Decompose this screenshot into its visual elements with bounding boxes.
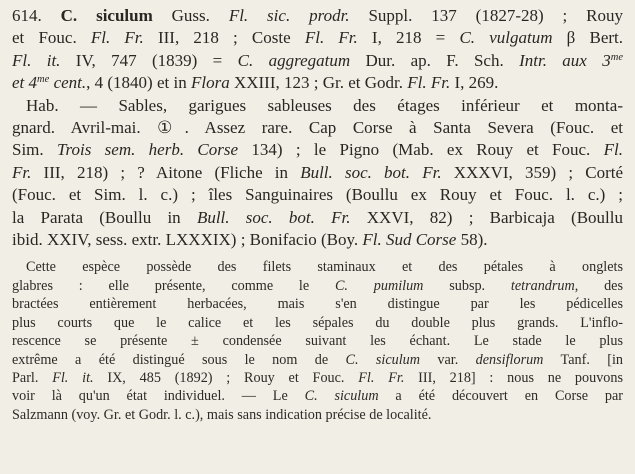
notes-line (12, 406, 623, 424)
text-run: I, 269. (450, 73, 499, 93)
text-run: subsp. (423, 277, 511, 294)
text-run: (Fouc. et Sim. l. c.) ; îles Sanguinaires (Boullu ex Rouy et Fouc. l. c.) ; (12, 185, 623, 205)
entry-line (12, 27, 623, 49)
text-run: a été découvert en Corse par (378, 388, 623, 405)
text-run: Salzmann (voy. Gr. et Godr. l. c.), mais sans indication précise de localité. (12, 406, 432, 423)
text-run: me (37, 74, 50, 86)
text-run: IX, 485 (1892) ; Rouy et Fouc. (93, 369, 359, 386)
citation-italic: Flora (190, 73, 230, 93)
citation-italic: C. siculum (345, 351, 421, 368)
entry-line (12, 184, 623, 206)
text-run: IV, 747 (1839) = (60, 50, 238, 70)
entry-line (12, 50, 623, 72)
entry-line (12, 5, 623, 27)
citation-italic: Fl. Sud Corse (362, 230, 457, 250)
text-run: Cette espèce possède des filets staminaux et des pétales à onglets (26, 259, 623, 276)
citation-italic: densiflorum (475, 351, 544, 368)
entry-line (12, 229, 623, 251)
notes-line (12, 332, 623, 350)
citation-italic: Bull. soc. bot. Fr. (300, 162, 442, 182)
text-run: bractées entièrement herbacées, mais s'en distingue par les pédicelles (12, 296, 623, 313)
text-run: Sim. (12, 140, 57, 160)
text-run: var. (420, 351, 476, 368)
entry-line (12, 72, 623, 94)
notes-line (12, 258, 623, 276)
citation-italic: Fl. Fr. (407, 73, 451, 93)
text-run: rescence se présente ± condensée suivant les échant. Le stade le plus (12, 333, 623, 350)
taxon-name: C. siculum (60, 6, 153, 25)
text-run: voir là qu'un état individuel. — Le (12, 388, 305, 405)
citation-italic: C. aggregatum (237, 50, 351, 70)
text-run: et Fouc. (12, 28, 91, 48)
citation-italic: C. pumilum (334, 277, 424, 294)
notes-line (12, 314, 623, 332)
citation-italic: cent. (49, 73, 87, 93)
entry-line (12, 117, 623, 139)
citation-italic: Intr. aux 3 (519, 50, 611, 70)
notes-line (12, 387, 623, 405)
text-run: Guss. (152, 6, 229, 25)
citation-italic: Bull. soc. bot. Fr. (196, 207, 351, 227)
text-run: III, 218) ; ? Aitone (Fliche in (31, 162, 301, 182)
text-run: glabres : elle présente, comme le (12, 277, 335, 294)
citation-italic: Fl. Fr. (90, 28, 144, 48)
text-run: III, 218] : nous ne pouvons (404, 369, 623, 386)
citation-italic: Trois sem. herb. Corse (56, 140, 239, 160)
entry-line (12, 162, 623, 184)
text-run: Dur. ap. F. Sch. (350, 50, 520, 70)
entry-line (12, 139, 623, 161)
text-run: XXVI, 82) ; Barbicaja (Boullu (350, 207, 623, 227)
citation-italic: Fl. Fr. (358, 369, 405, 386)
text-run: me (610, 52, 623, 64)
text-run: plus courts que le calice et les sépales du double plus grands. L'inflo- (12, 314, 623, 331)
citation-italic: et 4 (12, 73, 38, 93)
text-run: , des (574, 277, 623, 294)
text-run: I, 218 = (357, 28, 460, 48)
species-notes (12, 258, 623, 424)
notes-line (12, 351, 623, 369)
citation-italic: tetrandrum (510, 277, 575, 294)
notes-line (12, 295, 623, 313)
entry-line (12, 95, 623, 117)
notes-line (12, 277, 623, 295)
citation-italic: Fl. (603, 140, 623, 160)
citation-italic: Fl. Fr. (304, 28, 358, 48)
text-run: , 4 (1840) et in (86, 73, 191, 93)
text-run: III, 218 ; Coste (143, 28, 305, 48)
text-run: gnard. Avril-mai. ①. Assez rare. Cap Corse à Santa Severa (Fouc. et (12, 118, 623, 138)
citation-italic: C. vulgatum (459, 28, 553, 48)
citation-italic: Fl. sic. prodr. (228, 6, 350, 25)
text-run: β Bert. (552, 28, 623, 48)
text-run: ibid. XXIV, sess. extr. LXXXIX) ; Bonifacio (Boy. (12, 230, 363, 250)
species-entry (12, 5, 623, 251)
text-run: Suppl. 137 (1827-28) ; Rouy (349, 6, 623, 25)
text-run: XXIII, 123 ; Gr. et Godr. (229, 73, 408, 93)
text-run: Hab. — Sables, garigues sableuses des étages inférieur et monta- (26, 95, 623, 115)
citation-italic: C. siculum (304, 388, 379, 405)
text-run: extrême a été distingué sous le nom de (12, 351, 346, 368)
text-run: 58). (456, 230, 488, 250)
text-run: XXXVI, 359) ; Corté (441, 162, 623, 182)
notes-line (12, 369, 623, 387)
text-run: Parl. (12, 369, 53, 386)
text-run: 134) ; le Pigno (Mab. ex Rouy et Fouc. (238, 140, 604, 160)
citation-italic: Fr. (12, 162, 32, 182)
text-run: 614. (12, 6, 61, 25)
entry-line (12, 207, 623, 229)
text-run: Tanf. [in (543, 351, 623, 368)
citation-italic: Fl. it. (52, 369, 94, 386)
text-run: la Parata (Boullu in (12, 207, 197, 227)
citation-italic: Fl. it. (12, 50, 61, 70)
